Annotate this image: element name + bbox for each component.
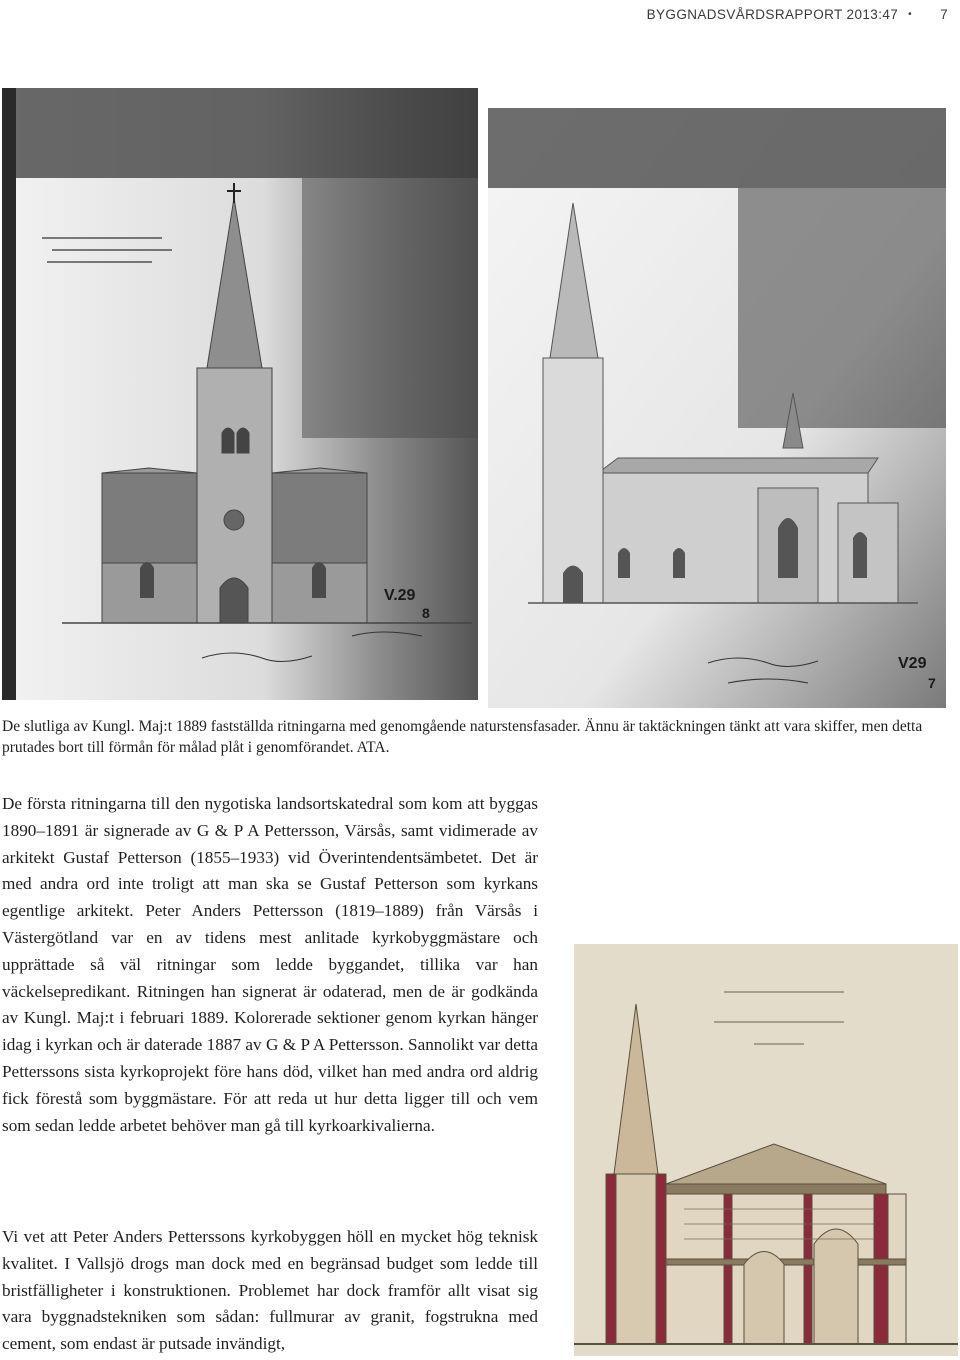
church-section-photo [574, 944, 958, 1356]
body-paragraph-2: Vi vet att Peter Anders Petterssons kyrkobyggen höll en mycket hög teknisk kvalitet. I Vallsjö drogs man dock med en begränsad budget som ledde till bristfälligheter i konstruktionen. Problemet har dock framför allt visat sig vara byggnadstekniken som sådan: fullmurar av granit, fogstrukna med cement, som endast är putsade invändigt, [2, 1227, 538, 1354]
body-paragraph-1: De första ritningarna till den nygotiska landsortskatedral som kom att byggas 1890–1891 är signerade av G & P A Pettersson, Värsås, samt vidimerade av arkitekt Gustaf Petterson (1855–1933) vid Överintendentsämbetet. Det är med andra ord inte troligt att man ska se Gustaf Petterson som kyrkans egentlige arkitekt. Peter Anders Pettersson (1819–1889) från Värsås i Västergötland var en av tidens mest anlitade kyrkobyggmästare och upprättade så väl ritningar som ledde byggandet, tillika var han väckelsepredikant. Ritningen han signerat är odaterad, men de är godkända av Kungl. Maj:t i februari 1889. Kolorerade sektioner genom kyrkan hänger idag i kyrkan och är daterade 1887 av G & P A Pettersson. Sannolikt var detta Petterssons sista kyrkoprojekt före hans död, vilket han med andra ord aldrig fick förestå som byggmästare. För att reda ut hur detta ligger till och vem som sedan ledde arbetet behöver man gå till kyrkoarkivalierna. [2, 794, 538, 1135]
header-bullet: • [908, 8, 913, 20]
figure-caption: De slutliga av Kungl. Maj:t 1889 fastställda ritningarna med genomgående naturstensfasader. Ännu är taktäckningen tänkt att vara skiffer, men detta prutades bort till förmån för målad plåt i genomförandet. ATA. [2, 718, 923, 756]
church-elevation-photo-left [2, 88, 478, 700]
church-elevation-photo-right [488, 108, 946, 708]
sheet-label-left: V.29 [384, 587, 416, 604]
page-number: 7 [940, 6, 948, 22]
church-drawing-right [488, 108, 946, 708]
sheet-label-right: V29 [898, 655, 927, 672]
church-drawing-left [2, 88, 478, 700]
running-header [647, 4, 948, 24]
running-title: BYGGNADSVÅRDSRAPPORT 2013:47 [646, 6, 899, 22]
sheet-number-right: 7 [928, 675, 936, 691]
sheet-number-left: 8 [422, 605, 430, 621]
church-section-drawing [574, 944, 958, 1356]
